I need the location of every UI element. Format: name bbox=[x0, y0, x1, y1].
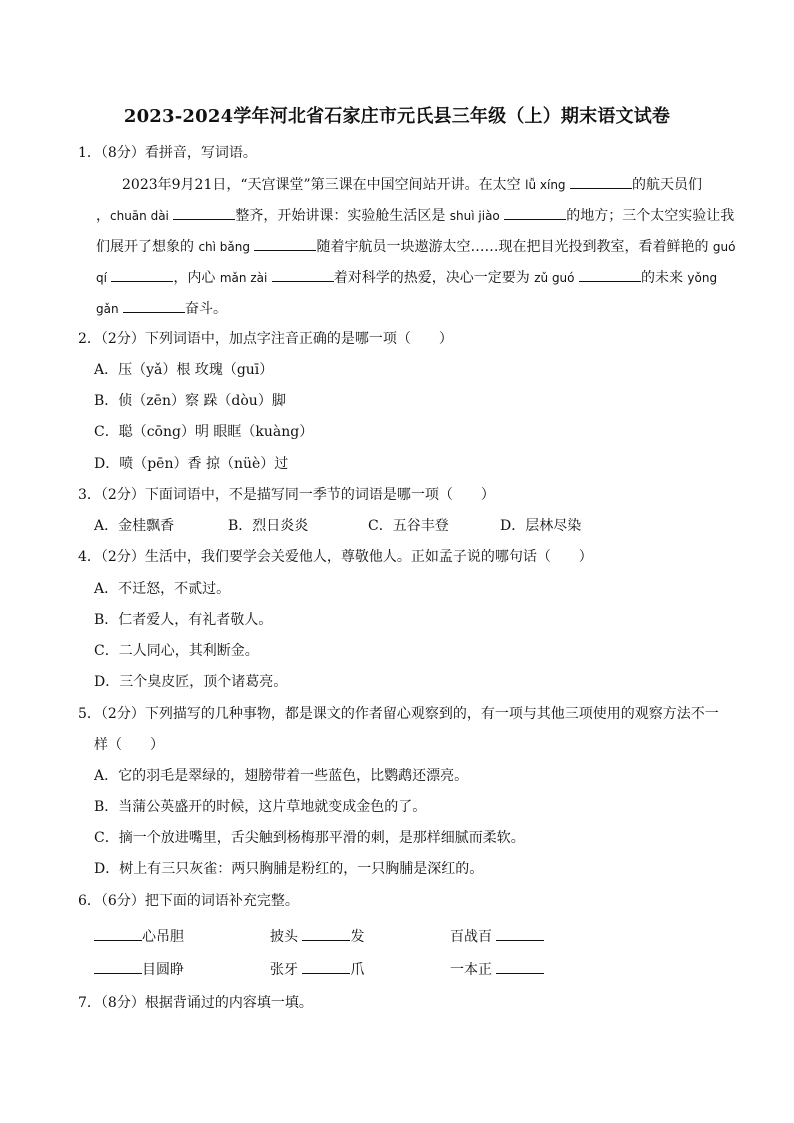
answer-blank[interactable] bbox=[173, 205, 235, 220]
option-a[interactable]: A．不迁怒，不贰过。 bbox=[94, 581, 231, 597]
option-d[interactable]: D．喷（pēn）香 掠（nüè）过 bbox=[94, 456, 289, 472]
option-d[interactable]: D．三个臭皮匠，顶个诸葛亮。 bbox=[94, 674, 288, 690]
idiom-5: 张牙 爪 bbox=[270, 959, 364, 980]
question-1-line-2: ，chuān dài 整齐，开始讲课：实验舱生活区是 shuì jiào 的地方；三个太空实验让我 bbox=[96, 205, 718, 226]
answer-blank[interactable] bbox=[579, 267, 641, 282]
question-7-head: 7．（8分）根据背诵过的内容填一填。 bbox=[78, 995, 313, 1011]
option-a[interactable]: A．金桂飘香 bbox=[94, 518, 175, 534]
question-1-line-5: gǎn 奋斗。 bbox=[96, 298, 718, 319]
option-c[interactable]: C．聪（cōng）明 眼眶（kuàng） bbox=[94, 424, 314, 440]
answer-blank[interactable] bbox=[504, 205, 566, 220]
answer-blank[interactable] bbox=[254, 236, 316, 251]
option-c[interactable]: C．摘一个放进嘴里，舌尖触到杨梅那平滑的刺，是那样细腻而柔软。 bbox=[94, 830, 525, 846]
question-2-head: 2．（2分）下列词语中，加点字注音正确的是哪一项（ ） bbox=[78, 331, 453, 347]
option-b[interactable]: B．仁者爱人，有礼者敬人。 bbox=[94, 612, 273, 628]
idiom-1: 心吊胆 bbox=[94, 926, 184, 947]
question-3-head: 3．（2分）下面词语中，不是描写同一季节的词语是哪一项（ ） bbox=[78, 487, 495, 503]
answer-blank[interactable] bbox=[496, 926, 544, 941]
answer-blank[interactable] bbox=[123, 298, 185, 313]
question-1-head: 1．（8分）看拼音，写词语。 bbox=[78, 145, 257, 161]
answer-blank[interactable] bbox=[94, 959, 142, 974]
option-a[interactable]: A．压（yǎ）根 玫瑰（guī） bbox=[94, 362, 274, 378]
question-4-head: 4．（2分）生活中，我们要学会关爱他人，尊敬他人。正如孟子说的哪句话（ ） bbox=[78, 549, 593, 565]
option-b[interactable]: B．烈日炎炎 bbox=[228, 518, 309, 534]
option-b[interactable]: B．当蒲公英盛开的时候，这片草地就变成金色的了。 bbox=[94, 799, 427, 815]
answer-blank[interactable] bbox=[570, 174, 632, 189]
page-title: 2023-2024学年河北省石家庄市元氏县三年级（上）期末语文试卷 bbox=[123, 106, 671, 127]
question-1-line-3: 们展开了想象的 chì bǎng 随着宇航员一块遨游太空……现在把目光投到教室，看着鲜艳的 guó bbox=[96, 236, 718, 257]
idiom-2: 披头 发 bbox=[270, 926, 364, 947]
idiom-6: 一本正 bbox=[450, 959, 544, 980]
question-1-line-1: 2023年9月21日，“天宫课堂”第三课在中国空间站开讲。在太空 lǚ xíng 的航天员们 bbox=[122, 174, 718, 195]
option-a[interactable]: A．它的羽毛是翠绿的，翅膀带着一些蓝色，比鹦鹉还漂亮。 bbox=[94, 768, 469, 784]
question-5-head-cont: 样（ ） bbox=[94, 737, 164, 753]
answer-blank[interactable] bbox=[302, 959, 350, 974]
option-d[interactable]: D．树上有三只灰雀：两只胸脯是粉红的，一只胸脯是深红的。 bbox=[94, 861, 484, 877]
option-d[interactable]: D．层林尽染 bbox=[500, 518, 582, 534]
option-b[interactable]: B．侦（zēn）察 跺（dòu）脚 bbox=[94, 393, 286, 409]
answer-blank[interactable] bbox=[94, 926, 142, 941]
answer-blank[interactable] bbox=[111, 267, 173, 282]
idiom-3: 百战百 bbox=[450, 926, 544, 947]
idiom-4: 目圆睁 bbox=[94, 959, 184, 980]
question-1-line-4: qí ，内心 mǎn zài 着对科学的热爱，决心一定要为 zǔ guó 的未来 yǒng bbox=[96, 267, 718, 288]
answer-blank[interactable] bbox=[302, 926, 350, 941]
option-c[interactable]: C．二人同心，其利断金。 bbox=[94, 643, 259, 659]
answer-blank[interactable] bbox=[496, 959, 544, 974]
question-5-head: 5．（2分）下列描写的几种事物，都是课文的作者留心观察到的，有一项与其他三项使用的观察方法不一 bbox=[78, 706, 719, 722]
option-c[interactable]: C．五谷丰登 bbox=[368, 518, 449, 534]
question-6-head: 6．（6分）把下面的词语补充完整。 bbox=[78, 893, 299, 909]
answer-blank[interactable] bbox=[272, 267, 334, 282]
